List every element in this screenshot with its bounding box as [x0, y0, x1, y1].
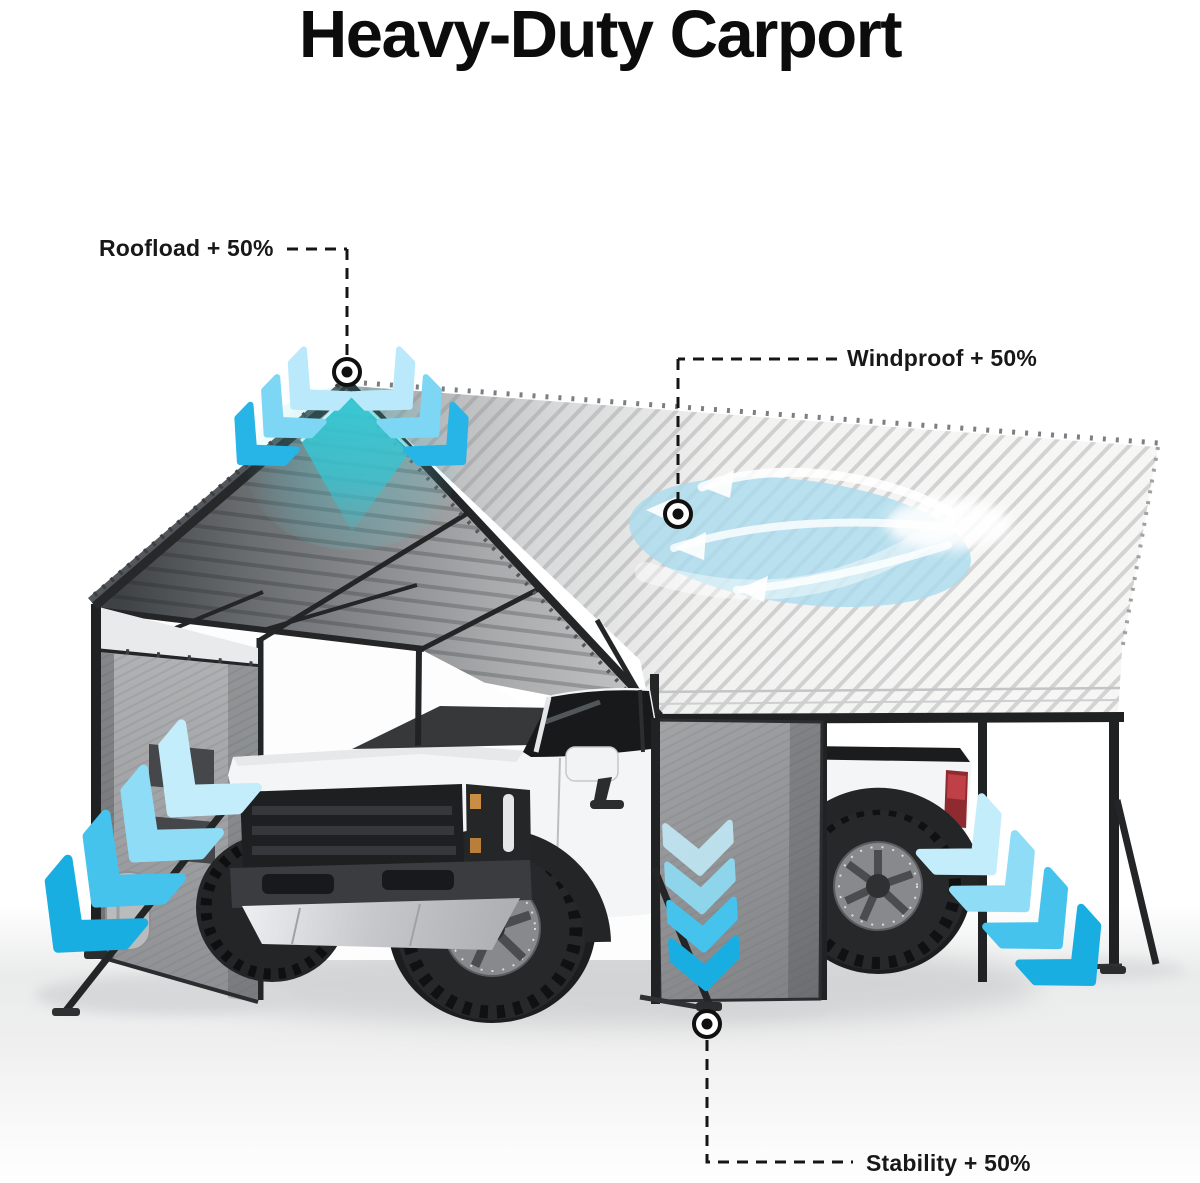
page-title: Heavy-Duty Carport [298, 0, 902, 72]
callout-dot-windproof [665, 501, 691, 527]
callout-label-roofload: Roofload + 50% [99, 235, 274, 261]
callout-label-stability: Stability + 50% [866, 1150, 1031, 1176]
side-mirror [566, 747, 618, 781]
callout-label-windproof: Windproof + 50% [847, 345, 1037, 371]
callout-dot-roofload [334, 359, 360, 385]
door-handle [590, 800, 624, 809]
wind-chevrons-middle-icon [665, 823, 738, 990]
callout-line-roofload [287, 249, 347, 356]
callout-dot-stability [694, 1011, 720, 1037]
panel-post [651, 718, 660, 1004]
rear-right-post [1109, 718, 1119, 974]
skid-plate [242, 898, 520, 950]
